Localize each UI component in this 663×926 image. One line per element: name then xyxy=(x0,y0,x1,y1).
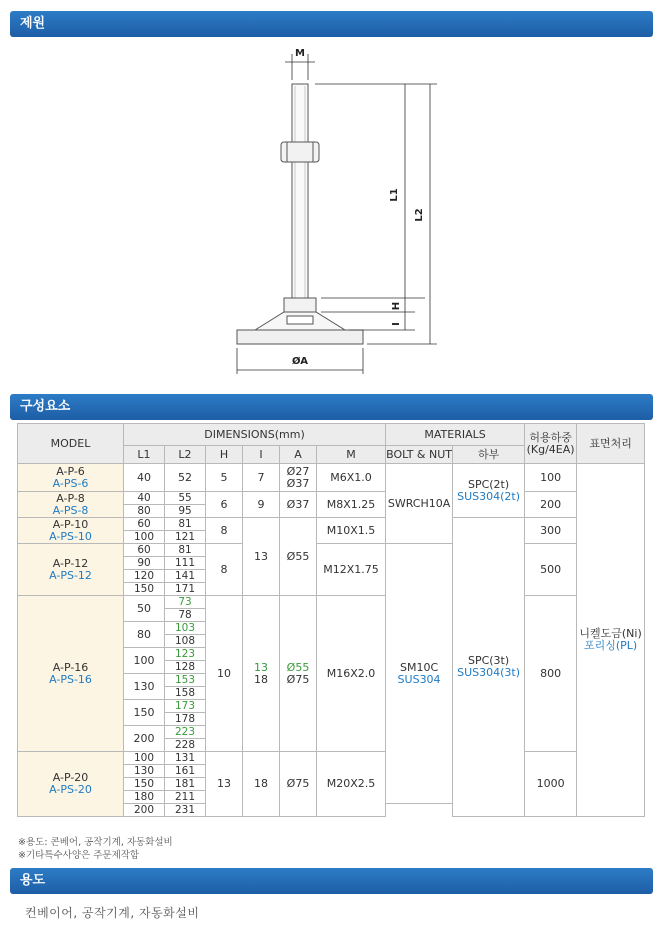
header-bolt: BOLT & NUT xyxy=(386,446,453,464)
l1-cell: 130 xyxy=(124,765,165,778)
header-i: I xyxy=(243,446,280,464)
section-header-components: 구성요소 xyxy=(10,394,653,420)
l2-cell: 223 xyxy=(165,726,206,739)
a-cell: Ø55 Ø75 xyxy=(280,596,317,752)
a-cell: Ø75 xyxy=(280,752,317,817)
threaded-rod xyxy=(292,84,308,302)
load-cell: 300 xyxy=(525,518,577,544)
l2-cell: 81 xyxy=(165,518,206,531)
l2-cell: 141 xyxy=(165,570,206,583)
header-materials: MATERIALS xyxy=(386,424,525,446)
section-header-spec: 제원 xyxy=(10,11,653,37)
l2-cell: 121 xyxy=(165,531,206,544)
m-cell: M16X2.0 xyxy=(317,596,386,752)
header-base: 하부 xyxy=(453,446,525,464)
l2-cell: 95 xyxy=(165,505,206,518)
base-material-cell: SPC(2t) SUS304(2t) xyxy=(453,464,525,518)
l1-cell: 150 xyxy=(124,700,165,726)
base-plate xyxy=(237,330,363,344)
usage-text: 컨베이어, 공작기계, 자동화설비 xyxy=(25,906,200,920)
l1-cell: 100 xyxy=(124,531,165,544)
header-h: H xyxy=(206,446,243,464)
l2-cell: 73 xyxy=(165,596,206,609)
a-cell: Ø37 xyxy=(280,492,317,518)
l2-cell: 153 xyxy=(165,674,206,687)
dim-label-i: I xyxy=(391,322,402,326)
l1-cell: 80 xyxy=(124,622,165,648)
l2-cell: 78 xyxy=(165,609,206,622)
h-cell: 8 xyxy=(206,544,243,596)
model-cell: A-P-20 A-PS-20 xyxy=(18,752,124,817)
header-l1: L1 xyxy=(124,446,165,464)
i-cell: 7 xyxy=(243,464,280,492)
header-load: 허용하중 (Kg/4EA) xyxy=(525,424,577,464)
l1-cell: 200 xyxy=(124,726,165,752)
l1-cell: 150 xyxy=(124,778,165,791)
model-cell: A-P-10 A-PS-10 xyxy=(18,518,124,544)
m-cell: M8X1.25 xyxy=(317,492,386,518)
i-cell: 18 xyxy=(243,752,280,817)
section-header-usage: 용도 xyxy=(10,868,653,894)
h-cell: 13 xyxy=(206,752,243,817)
header-model: MODEL xyxy=(18,424,124,464)
spec-table xyxy=(17,423,645,817)
h-cell: 6 xyxy=(206,492,243,518)
table-row xyxy=(18,596,645,609)
l2-cell: 111 xyxy=(165,557,206,570)
l2-cell: 171 xyxy=(165,583,206,596)
i-cell: 13 xyxy=(243,518,280,596)
dim-label-l1: L1 xyxy=(389,188,400,202)
bolt-material-cell: SWRCH10A xyxy=(386,464,453,544)
model-cell: A-P-6 A-PS-6 xyxy=(18,464,124,492)
a-cell: Ø27 Ø37 xyxy=(280,464,317,492)
l2-cell: 231 xyxy=(165,804,206,817)
header-a: A xyxy=(280,446,317,464)
note-custom: ※기타특수사양은 주문제작함 xyxy=(18,850,140,861)
i-cell: 13 18 xyxy=(243,596,280,752)
base-nut xyxy=(284,298,316,312)
header-dimensions: DIMENSIONS(mm) xyxy=(124,424,386,446)
note-usage: ※용도: 콘베어, 공작기계, 자동화설비 xyxy=(18,837,173,848)
load-cell: 800 xyxy=(525,596,577,752)
m-cell: M12X1.75 xyxy=(317,544,386,596)
leveling-foot-drawing xyxy=(225,40,465,380)
l1-cell: 40 xyxy=(124,464,165,492)
model-cell: A-P-8 A-PS-8 xyxy=(18,492,124,518)
load-cell: 100 xyxy=(525,464,577,492)
l1-cell: 120 xyxy=(124,570,165,583)
l2-cell: 211 xyxy=(165,791,206,804)
l2-cell: 173 xyxy=(165,700,206,713)
l2-cell: 181 xyxy=(165,778,206,791)
l2-cell: 55 xyxy=(165,492,206,505)
l1-cell: 130 xyxy=(124,674,165,700)
l1-cell: 180 xyxy=(124,791,165,804)
l1-cell: 100 xyxy=(124,648,165,674)
m-cell: M10X1.5 xyxy=(317,518,386,544)
l2-cell: 52 xyxy=(165,464,206,492)
header-l2: L2 xyxy=(165,446,206,464)
l2-cell: 178 xyxy=(165,713,206,726)
model-cell: A-P-16 A-PS-16 xyxy=(18,596,124,752)
h-cell: 8 xyxy=(206,518,243,544)
table-row xyxy=(18,492,645,505)
m-cell: M20X2.5 xyxy=(317,752,386,817)
l1-cell: 80 xyxy=(124,505,165,518)
bolt-material-cell: SM10C SUS304 xyxy=(386,544,453,804)
l2-cell: 128 xyxy=(165,661,206,674)
l1-cell: 90 xyxy=(124,557,165,570)
dim-label-a: ØA xyxy=(291,356,309,367)
header-m: M xyxy=(317,446,386,464)
l2-cell: 161 xyxy=(165,765,206,778)
base-material-cell: SPC(3t) SUS304(3t) xyxy=(453,518,525,817)
l1-cell: 50 xyxy=(124,596,165,622)
l1-cell: 60 xyxy=(124,518,165,531)
table-notes xyxy=(18,836,173,862)
l2-cell: 158 xyxy=(165,687,206,700)
load-cell: 1000 xyxy=(525,752,577,817)
l1-cell: 150 xyxy=(124,583,165,596)
l2-cell: 103 xyxy=(165,622,206,635)
h-cell: 10 xyxy=(206,596,243,752)
l2-cell: 131 xyxy=(165,752,206,765)
a-cell: Ø55 xyxy=(280,518,317,596)
i-cell: 9 xyxy=(243,492,280,518)
l2-cell: 108 xyxy=(165,635,206,648)
table-row xyxy=(18,544,645,557)
l2-cell: 81 xyxy=(165,544,206,557)
dim-label-m: M xyxy=(295,48,305,59)
table-row xyxy=(18,518,645,531)
m-cell: M6X1.0 xyxy=(317,464,386,492)
model-cell: A-P-12 A-PS-12 xyxy=(18,544,124,596)
l2-cell: 228 xyxy=(165,739,206,752)
l1-cell: 200 xyxy=(124,804,165,817)
header-surface: 표면처리 xyxy=(577,424,645,464)
surface-cell: 니켈도금(Ni) 포리싱(PL) xyxy=(577,464,645,817)
h-cell: 5 xyxy=(206,464,243,492)
l1-cell: 40 xyxy=(124,492,165,505)
l2-cell: 123 xyxy=(165,648,206,661)
dim-label-h: H xyxy=(391,301,402,311)
dim-label-l2: L2 xyxy=(414,208,425,222)
load-cell: 200 xyxy=(525,492,577,518)
table-row xyxy=(18,464,645,492)
l1-cell: 60 xyxy=(124,544,165,557)
l1-cell: 100 xyxy=(124,752,165,765)
load-cell: 500 xyxy=(525,544,577,596)
table-row xyxy=(18,752,645,765)
